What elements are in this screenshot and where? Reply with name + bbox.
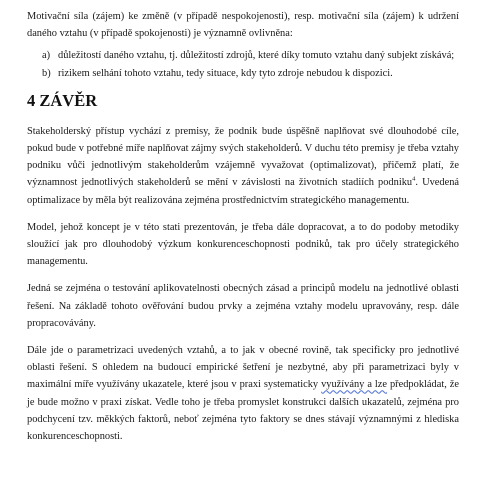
conclusion-paragraph-4 xyxy=(27,342,459,445)
paragraph-text: Stakeholderský přístup vychází z premisy, že podnik bude úspěšně naplňovat své dlouhodobé cíle, pokud bude v potřebné míře naplňovat zájmy svých stakeholderů. V duchu této premisy je třeba vztahy podniku vůči jednotlivým stakeholderům vzájemně vyvažovat (optimalizovat), přičemž platí, že významnost jednotlivých stakeholderů se mění v závislosti na životních stadiích podniku xyxy=(27,125,459,189)
conclusion-paragraph-2: Model, jehož koncept je v této stati prezentován, je třeba dále dopracovat, a to do podoby metodiky sloužící jak pro dlouhodobý výzkum konkurenceschopnosti podniků, tak pro účely strategického managementu. xyxy=(27,221,459,268)
section-heading: 4 ZÁVĚR xyxy=(27,90,98,110)
list-marker: b) xyxy=(42,67,51,79)
list-marker: a) xyxy=(42,50,51,62)
list-item xyxy=(27,47,459,64)
spellcheck-marked-text[interactable]: využívány a lze xyxy=(321,379,388,391)
intro-paragraph: Motivační síla (zájem) ke změně (v případě nespokojenosti), resp. motivační síla (zájem) k udržení daného vztahu (v případě spokojenosti) je významně ovlivněna: xyxy=(27,11,459,40)
paragraph-text-tail: předpokládat, že je bude možno v praxi získat. Vedle toho je třeba promyslet konstrukci dalších ukazatelů, zejména pro podchycení tzv. měkkých faktorů, neboť zejména tyto faktory se dnes stávají významnými z hlediska konkurenceschopnosti. xyxy=(27,379,459,443)
conclusion-paragraph-1 xyxy=(27,123,459,209)
document-page xyxy=(27,8,459,445)
paragraph-text: Dále jde o parametrizaci uvedených vztahů, a to jak v obecné rovině, tak specificky pro jednotlivé oblasti řešení. S ohledem na budoucí empirické šetření je nezbytné, aby při parametrizaci byly v maximální míře využívány ukazatele, které jsou v praxi systematicky xyxy=(27,345,459,391)
paragraph-text-tail: . Uvedená optimalizace by měla být realizována zejména prostřednictvím strategického managementu. xyxy=(27,177,459,206)
factor-list xyxy=(27,47,459,81)
list-item xyxy=(27,65,459,82)
list-item-text: důležitostí daného vztahu, tj. důležitostí zdrojů, které díky tomuto vztahu daný subjekt získává; xyxy=(58,50,455,62)
conclusion-paragraph-3: Jedná se zejména o testování aplikovatelnosti obecných zásad a principů modelu na jednotlivé oblasti řešení. Na základě tohoto ověřování budou prvky a zejména vztahy modelu upravovány, resp. dále propracovávány. xyxy=(27,283,459,329)
footnote-reference[interactable]: 4 xyxy=(412,175,416,183)
list-item-text: rizikem selhání tohoto vztahu, tedy situace, kdy tyto zdroje nebudou k dispozici. xyxy=(58,67,393,79)
